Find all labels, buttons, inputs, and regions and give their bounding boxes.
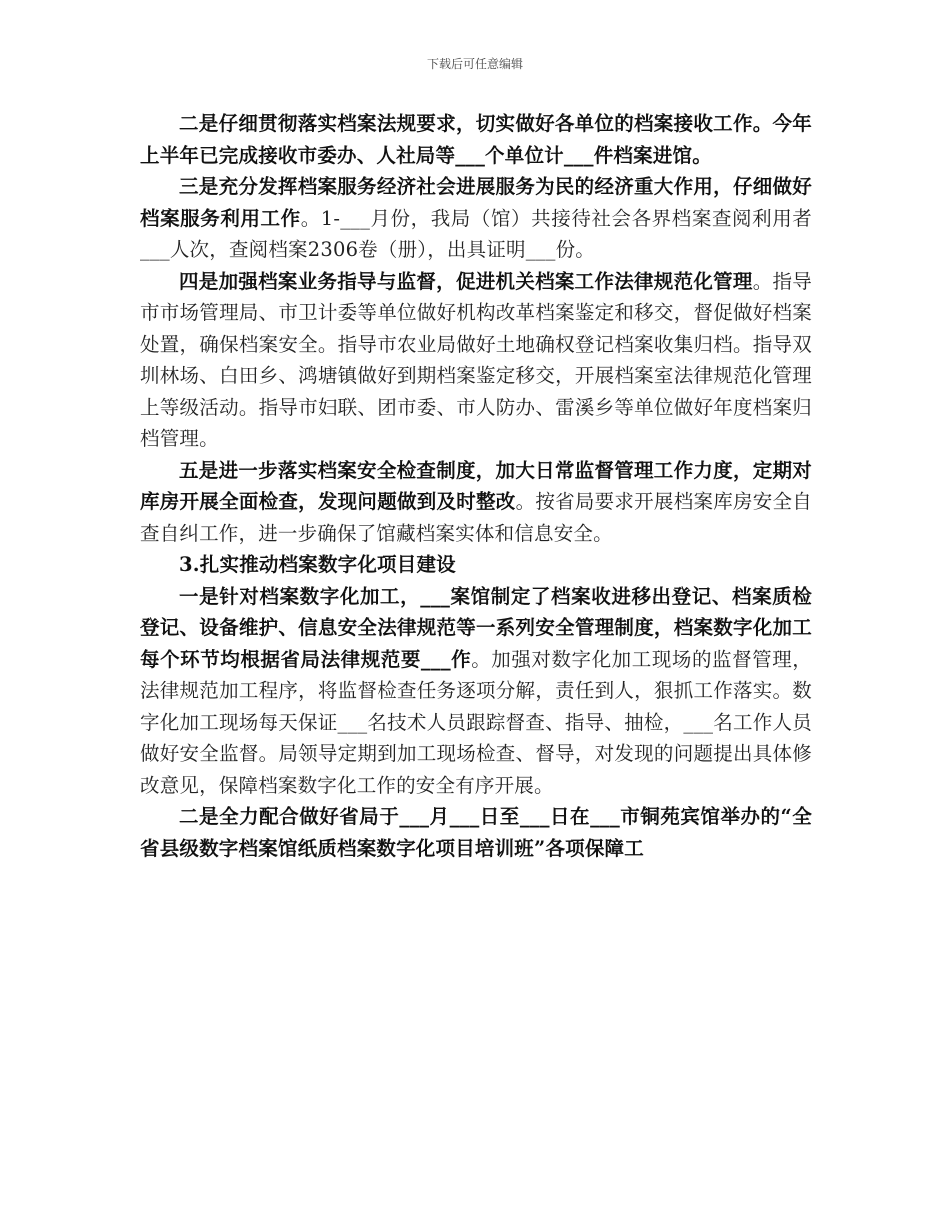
page-header: 下载后可任意编辑 — [426, 57, 523, 71]
paragraph-digitization-processing: 一是针对档案数字化加工，___案馆制定了档案收进移出登记、档案质检登记、设备维护、信息安全法律规范等一系列安全管理制度，档案数字化加工每个环节均根据省局法律规范要___作。加强对数字化加工现场的监督管理，法律规范加工程序，将监督检查任务逐项分解，责任到人，狠抓工作落实。数字化加工现场每天保证___名技术人员跟踪督查、指导、抽检，___名工作人员做好安全监督。局领导定期到加工现场检查、督导，对发现的问题提出具体修改意见，保障档案数字化工作的安全有序开展。 — [140, 584, 812, 797]
document-body — [140, 108, 812, 864]
paragraph-archive-receiving: 二是仔细贯彻落实档案法规要求，切实做好各单位的档案接收工作。今年上半年已完成接收市委办、人社局等___个单位计___件档案进馆。 — [140, 112, 812, 167]
paragraph-business-guidance: 四是加强档案业务指导与监督，促进机关档案工作法律规范化管理。指导市市场管理局、市卫计委等单位做好机构改革档案鉴定和移交，督促做好档案处置，确保档案安全。指导市农业局做好土地确权登记档案收集归档。指导双圳林场、白田乡、鸿塘镇做好到期档案鉴定移交，开展档案室法律规范化管理上等级活动。指导市妇联、团市委、市人防办、雷溪乡等单位做好年度档案归档管理。 — [140, 269, 812, 450]
paragraph-safety-inspection: 五是进一步落实档案安全检查制度，加大日常监督管理工作力度，定期对库房开展全面检查，发现问题做到及时整改。按省局要求开展档案库房安全自查自纠工作，进一步确保了馆藏档案实体和信息安全。 — [140, 458, 812, 545]
paragraph-archive-service: 三是充分发挥档案服务经济社会进展服务为民的经济重大作用，仔细做好档案服务利用工作。1-___月份，我局（馆）共接待社会各界档案查阅利用者___人次，查阅档案2306卷（册），出具证明___份。 — [140, 175, 812, 261]
paragraph-training-support: 二是全力配合做好省局于___月___日至___日在___市铜苑宾馆举办的“全省县级数字档案馆纸质档案数字化项目培训班”各项保障工 — [140, 805, 812, 860]
section-heading-digitization: 3.扎实推动档案数字化项目建设 — [179, 553, 456, 576]
